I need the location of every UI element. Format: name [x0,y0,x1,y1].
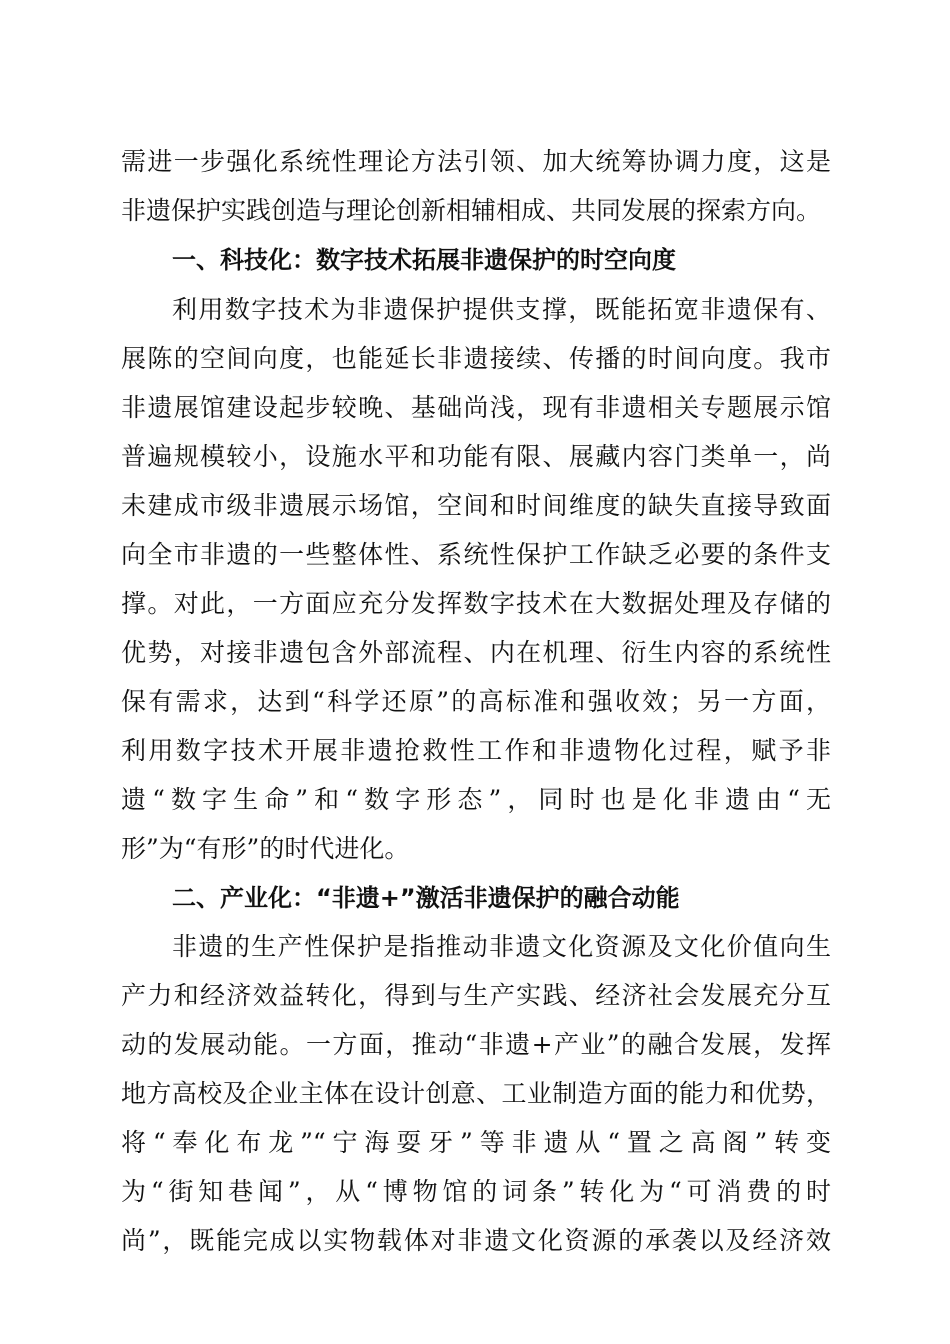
paragraph-line: 形”为“有形”的时代进化。 [121,834,410,863]
paragraph-line: 产力和经济效益转化，得到与生产实践、经济社会发展充分互 [121,981,831,1010]
paragraph-line: 需进一步强化系统性理论方法引领、加大统筹协调力度，这是 [121,147,831,176]
paragraph-line: 利用数字技术为非遗保护提供支撑，既能拓宽非遗保有、 [172,295,831,324]
paragraph-line: 遗“数字生命”和“数字形态”，同时也是化非遗由“无 [121,785,831,814]
paragraph-line: 普遍规模较小，设施水平和功能有限、展藏内容门类单一，尚 [121,442,831,471]
paragraph-line: 为“街知巷闻”，从“博物馆的词条”转化为“可消费的时 [121,1177,831,1206]
paragraph-line: 非遗的生产性保护是指推动非遗文化资源及文化价值向生 [172,932,831,961]
paragraph-line: 利用数字技术开展非遗抢救性工作和非遗物化过程，赋予非 [121,736,831,765]
section-2-heading: 二、产业化：“非遗+”激活非遗保护的融合动能 [172,884,680,912]
paragraph-line: 优势，对接非遗包含外部流程、内在机理、衍生内容的系统性 [121,638,831,667]
paragraph-line: 非遗保护实践创造与理论创新相辅相成、共同发展的探索方向。 [121,196,822,225]
paragraph-line: 撑。对此，一方面应充分发挥数字技术在大数据处理及存储的 [121,589,831,618]
paragraph-line: 向全市非遗的一些整体性、系统性保护工作缺乏必要的条件支 [121,540,831,569]
section-1-heading: 一、科技化：数字技术拓展非遗保护的时空向度 [172,246,676,274]
paragraph-line: 未建成市级非遗展示场馆，空间和时间维度的缺失直接导致面 [121,491,831,520]
paragraph-line: 尚”，既能完成以实物载体对非遗文化资源的承袭以及经济效 [121,1226,831,1255]
paragraph-line: 地方高校及企业主体在设计创意、工业制造方面的能力和优势， [121,1079,831,1108]
paragraph-line: 将“奉化布龙”“宁海耍牙”等非遗从“置之高阁”转变 [121,1128,831,1157]
paragraph-line: 非遗展馆建设起步较晚、基础尚浅，现有非遗相关专题展示馆 [121,393,831,422]
paragraph-line: 动的发展动能。一方面，推动“非遗+产业”的融合发展，发挥 [121,1030,831,1059]
paragraph-line: 展陈的空间向度，也能延长非遗接续、传播的时间向度。我市 [121,344,831,373]
paragraph-line: 保有需求，达到“科学还原”的高标准和强收效；另一方面， [121,687,831,716]
